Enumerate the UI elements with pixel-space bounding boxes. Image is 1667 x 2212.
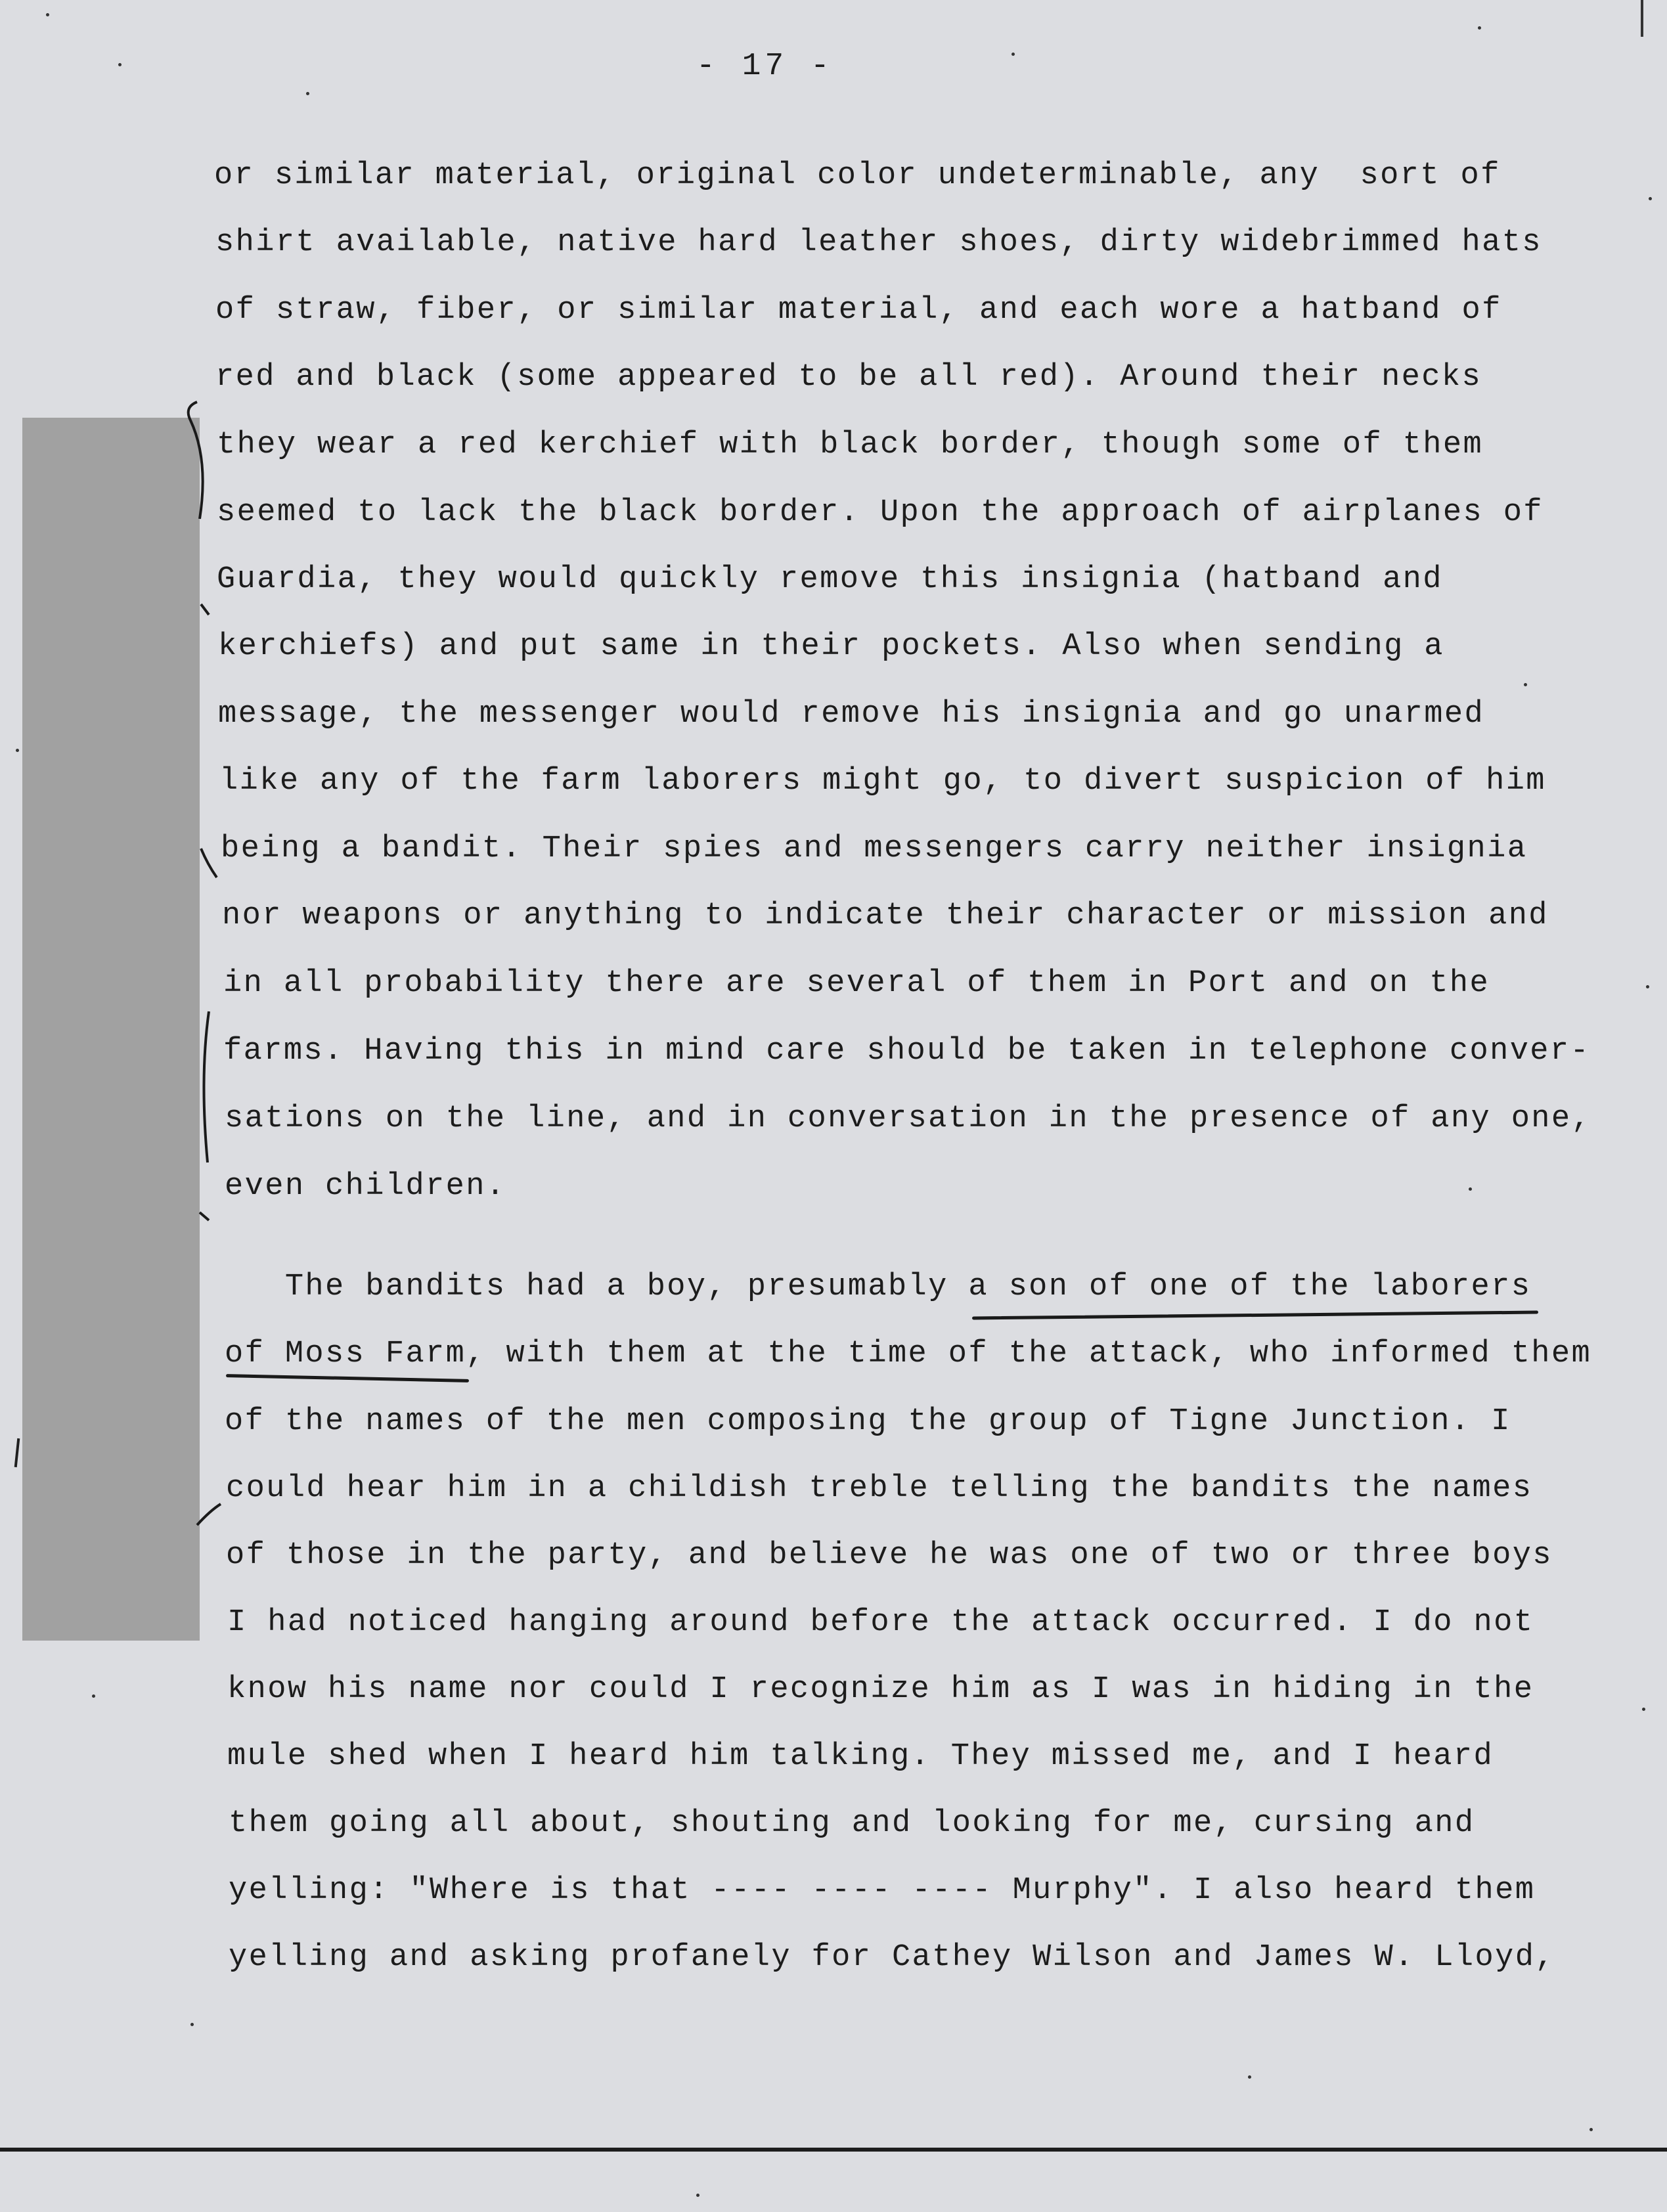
text-line: The bandits had a boy, presumably a son of one of the laborers <box>225 1270 1532 1304</box>
text-line: of straw, fiber, or similar material, and each wore a hatband of <box>215 293 1502 328</box>
text-line: could hear him in a childish treble telling the bandits the names <box>226 1471 1533 1506</box>
text-line: in all probability there are several of them in Port and on the <box>223 966 1490 1001</box>
page-number: - 17 - <box>696 49 834 84</box>
text-line: seemed to lack the black border. Upon the approach of airplanes of <box>217 495 1544 530</box>
speck <box>1589 2128 1593 2131</box>
speck <box>696 2194 700 2197</box>
speck <box>46 13 49 16</box>
speck <box>1649 197 1652 200</box>
text-line: being a bandit. Their spies and messengers carry neither insignia <box>221 831 1528 866</box>
handwritten-underline <box>972 1310 1538 1319</box>
text-line: kerchiefs) and put same in their pockets. Also when sending a <box>218 629 1444 664</box>
margin-bracket-marks <box>0 0 263 1576</box>
bottom-rule <box>0 2148 1667 2152</box>
speck <box>306 92 309 95</box>
text-line: they wear a red kerchief with black border, though some of them <box>217 428 1484 462</box>
text-line: yelling and asking profanely for Cathey Wilson and James W. Lloyd, <box>229 1940 1555 1975</box>
speck <box>16 749 19 752</box>
text-line: know his name nor could I recognize him as I was in hiding in the <box>227 1672 1534 1707</box>
text-line: or similar material, original color undeterminable, any sort of <box>214 158 1501 193</box>
speck <box>1469 1187 1472 1191</box>
speck <box>118 63 122 66</box>
speck <box>1478 26 1481 30</box>
text-line: farms. Having this in mind care should be taken in telephone conver- <box>223 1034 1591 1069</box>
text-line: mule shed when I heard him talking. They missed me, and I heard <box>227 1739 1494 1774</box>
text-line: I had noticed hanging around before the attack occurred. I do not <box>227 1605 1534 1640</box>
speck <box>1642 1708 1645 1711</box>
text-line: message, the messenger would remove his insignia and go unarmed <box>218 697 1485 732</box>
text-line: yelling: "Where is that ---- ---- ---- Murphy". I also heard them <box>229 1873 1536 1908</box>
right-edge-tick <box>1641 0 1643 37</box>
text-line: like any of the farm laborers might go, to divert suspicion of him <box>219 764 1546 799</box>
text-line: of Moss Farm, with them at the time of the attack, who informed them <box>225 1337 1592 1371</box>
speck <box>1011 53 1015 56</box>
text-line: them going all about, shouting and looking for me, cursing and <box>229 1806 1475 1841</box>
text-line: Guardia, they would quickly remove this insignia (hatband and <box>217 562 1443 597</box>
text-line: shirt available, native hard leather shoes, dirty widebrimmed hats <box>215 225 1542 260</box>
speck <box>1646 985 1649 988</box>
speck <box>1248 2075 1251 2079</box>
speck <box>1524 683 1527 686</box>
text-line: red and black (some appeared to be all red). Around their necks <box>215 360 1482 395</box>
text-line: nor weapons or anything to indicate their character or mission and <box>222 898 1549 933</box>
speck <box>190 2023 194 2026</box>
text-line: of the names of the men composing the group of Tigne Junction. I <box>225 1404 1511 1439</box>
text-line: even children. <box>225 1169 506 1204</box>
text-line: of those in the party, and believe he was one of two or three boys <box>226 1538 1553 1573</box>
speck <box>92 1694 95 1698</box>
text-line: sations on the line, and in conversation in the presence of any one, <box>225 1101 1592 1136</box>
